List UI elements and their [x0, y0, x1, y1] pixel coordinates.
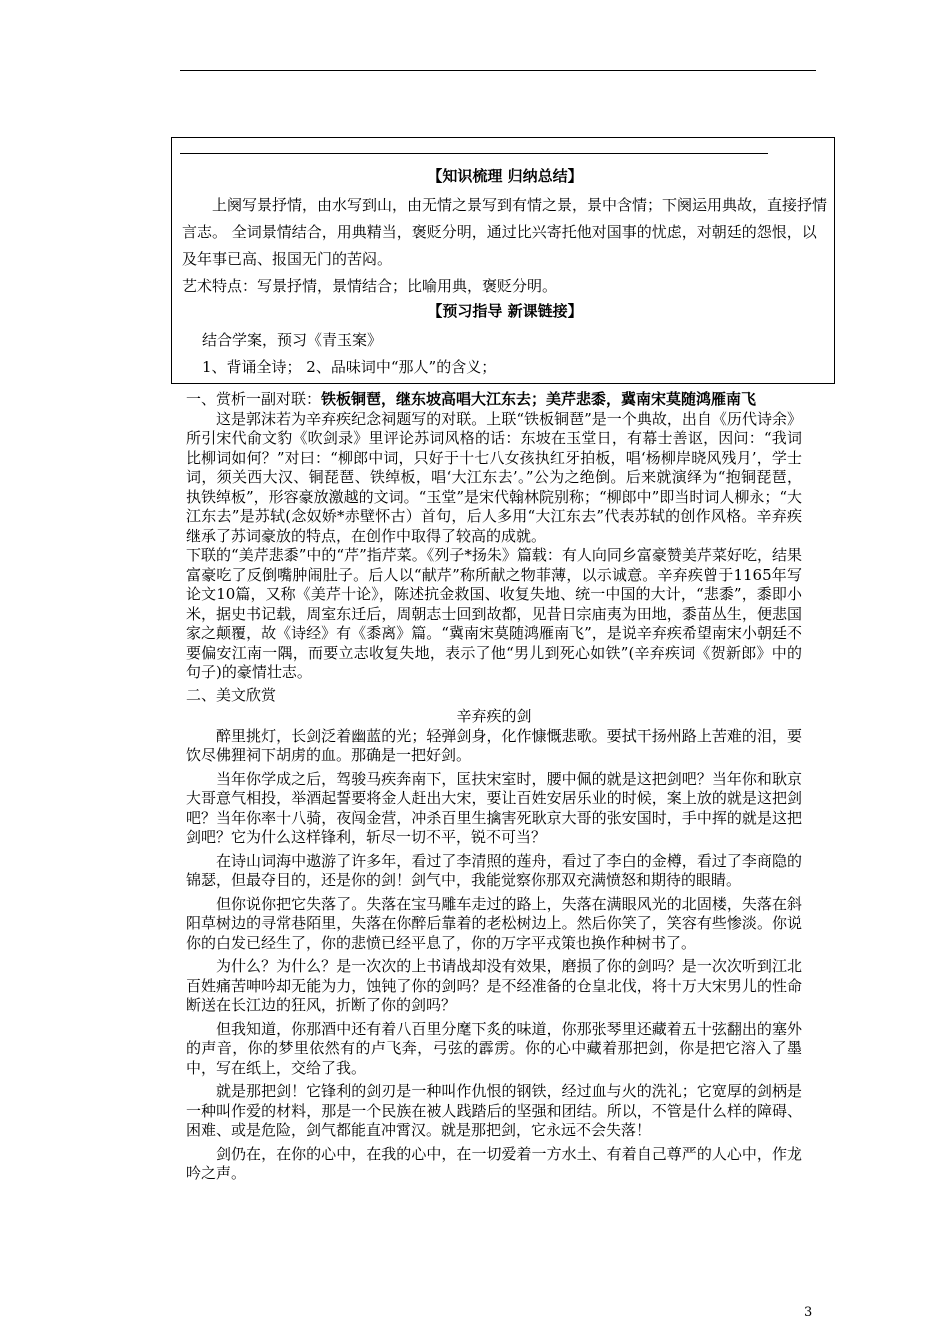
section1-heading	[186, 390, 802, 410]
essay-paragraph: 剑仍在，在你的心中，在我的心中，在一切爱着一方水土、有着自己尊严的人心中，作龙吟之声。	[186, 1144, 802, 1182]
section2-heading: 二、美文欣赏	[186, 685, 277, 704]
couplet-second-line-analysis: 下联的“美芹悲黍”中的“芹”指芹菜。《列子*扬朱》篇载：有人向同乡富豪赞美芹菜好吃，结果富豪吃了反倒嘴肿闹肚子。后人以“献芹”称所献之物菲薄，以示诚意。辛弃疾曾于1165年写论文10篇，又称《美芹十论》，陈述抗金救国、收复失地、统一中国的大计，“悲黍”，黍即小米，据史书记载，周室东迁后，周朝志士回到故都，见昔日宗庙夷为田地，黍苗丛生，便悲国家之颠覆，故《诗经》有《黍离》篇。“冀南宋莫随鸿雁南飞”，是说辛弃疾希望南宋小朝廷不要偏安江南一隅，而要立志收复失地，表示了他“男儿到死心如铁”(辛弃疾词《贺新郎》中的句子)的豪情壮志。	[186, 546, 802, 681]
page-number: 3	[804, 1305, 813, 1320]
essay-paragraph: 就是那把剑！它锋利的剑刃是一种叫作仇恨的钢铁，经过血与火的洗礼；它宽厚的剑柄是一种叫作爱的材料，那是一个民族在被人践踏后的坚强和团结。所以，不管是什么样的障碍、困难、或是危险，剑气都能直冲霄汉。就是那把剑，它永远不会失落！	[186, 1082, 802, 1139]
essay-paragraph: 在诗山词海中遨游了许多年，看过了李清照的莲舟，看过了李白的金樽，看过了李商隐的锦瑟，但最夺目的，还是你的剑！剑气中，我能觉察你那双充满愤怒和期待的眼睛。	[186, 851, 802, 889]
essay-paragraph: 但我知道，你那酒中还有着八百里分麾下炙的味道，你那张琴里还藏着五十弦翻出的塞外的声音，你的梦里依然有的卢飞奔，弓弦的霹雳。你的心中藏着那把剑，你是把它溶入了墨中，写在纸上，交给了我。	[186, 1019, 802, 1077]
essay-paragraph: 但你说你把它失落了。失落在宝马雕车走过的路上，失落在满眼风光的北固楼，失落在斜阳草树边的寻常巷陌里，失落在你醉后靠着的老松树边上。然后你笑了，笑容有些惨淡。你说你的白发已经生了，你的悲愤已经平息了，你的万字平戎策也换作种树书了。	[186, 894, 802, 952]
essay-title: 辛弃疾的剑	[456, 706, 532, 725]
summary-box	[171, 137, 835, 384]
essay-paragraph: 当年你学成之后，驾骏马疾奔南下，匡扶宋室时，腰中佩的就是这把剑吧？当年你和耿京大哥意气相投，举酒起誓要将金人赶出大宋，要让百姓安居乐业的时候，案上放的就是这把剑吧？当年你率十八骑，夜闯金营，冲杀百里生擒害死耿京大哥的张安国时，手中挥的就是这把剑吧？它为什么这样锋利，斩尽一切不平，锐不可当？	[186, 769, 802, 846]
couplet-first-line-analysis: 这是郭沫若为辛弃疾纪念祠题写的对联。上联“铁板铜琶”是一个典故，出自《历代诗余》所引宋代俞文豹《吹剑录》里评论苏词风格的话：东坡在玉堂日，有幕士善讴，因问：“我词比柳词如何？”对曰：“柳郎中词，只好于十七八女孩执红牙拍板，唱‘杨柳岸晓风残月’，学士词，须关西大汉、铜琵琶、铁绰板，唱‘大江东去’。”公为之绝倒。后来就演绎为“抱铜琵琶，执铁绰板”，形容豪放激越的文词。“玉堂”是宋代翰林院别称；“柳郎中”即当时词人柳永；“大江东去”是苏轼(念奴娇*赤壁怀古）首句，后人多用“大江东去”代表苏轼的创作风格。辛弃疾继承了苏词豪放的特点，在创作中取得了较高的成就。	[186, 409, 803, 545]
heading-knowledge-summary: 【知识梳理 归纳总结】	[427, 167, 583, 185]
section1-label: 一、赏析一副对联：	[186, 390, 322, 408]
preview-paragraph: 结合学案，预习《青玉案》	[202, 331, 383, 349]
couplet-text: 铁板铜琶，继东坡高唱大江东去；美芹悲黍，冀南宋莫随鸿雁南飞	[321, 390, 757, 408]
art-features-paragraph: 艺术特点：写景抒情，景情结合；比喻用典，褒贬分明。	[182, 277, 558, 295]
header-rule	[180, 70, 816, 71]
box-inner-rule	[180, 153, 768, 154]
summary-paragraph: 上阕写景抒情，由水写到山，由无情之景写到有情之景，景中含情；下阕运用典故，直接抒情言志。 全词景情结合，用典精当，褒贬分明，通过比兴寄托他对国事的忧虑，对朝廷的怨恨，以及年事已高、报国无门的苦闷。	[182, 196, 828, 268]
essay-paragraph: 醉里挑灯，长剑泛着幽蓝的光；轻弹剑身，化作慷慨悲歌。要拭干扬州路上苦难的泪，要饮尽佛狸祠下胡虏的血。那确是一把好剑。	[186, 726, 802, 764]
tasks-paragraph: 1、背诵全诗； 2、品味词中“那人”的含义；	[202, 358, 497, 376]
box-content	[182, 164, 828, 381]
essay-paragraph: 为什么？为什么？是一次次的上书请战却没有效果，磨损了你的剑吗？是一次次听到江北百姓痛苦呻吟却无能为力，蚀钝了你的剑吗？是不经准备的仓皇北伐，将十万大宋男儿的性命断送在长江边的狂风，折断了你的剑吗？	[186, 957, 802, 1014]
main-content	[186, 390, 802, 1184]
heading-preview-guide: 【预习指导 新课链接】	[427, 302, 583, 320]
